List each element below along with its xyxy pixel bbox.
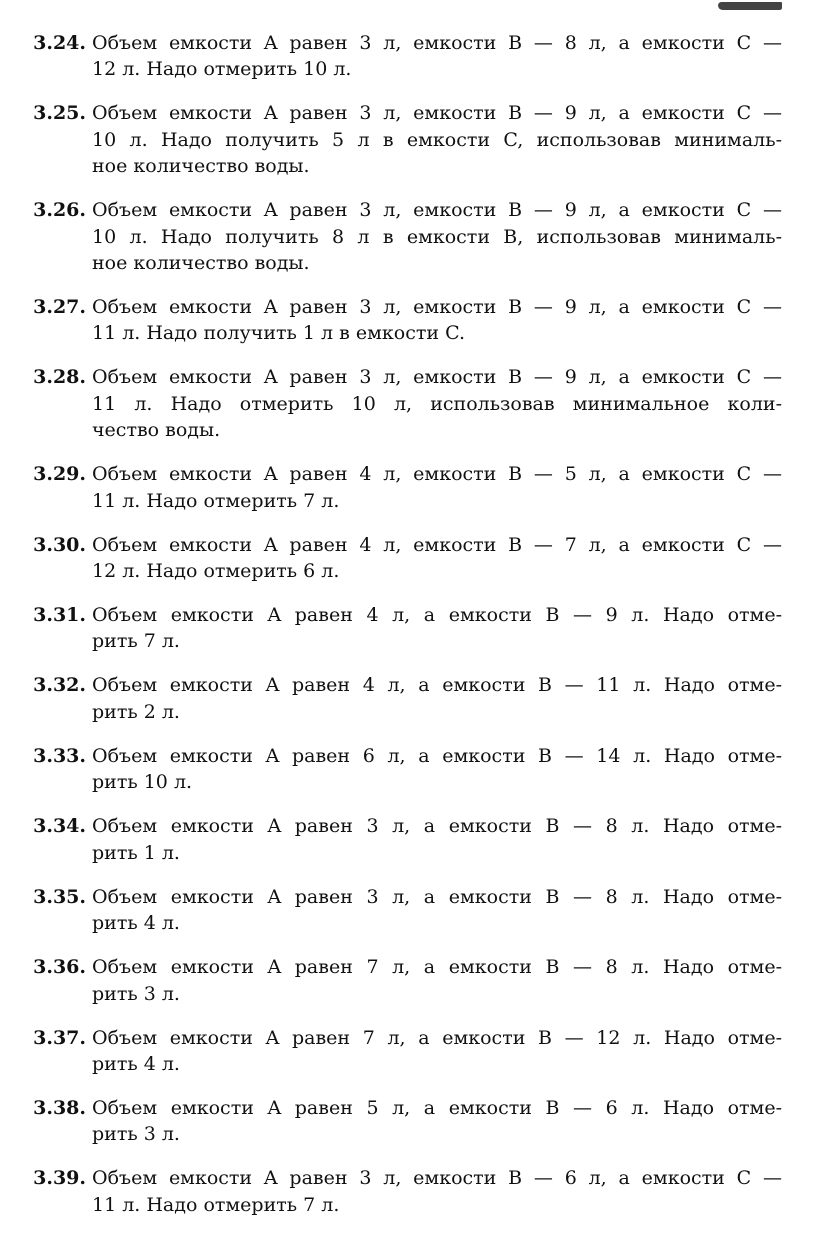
- page-edge-smudge: [718, 2, 782, 10]
- problem-text: [92, 364, 782, 443]
- problem-text: [92, 602, 782, 655]
- problem-line: Объем емкости A равен 4 л, а емкости B — 9 л. Надо отме-: [92, 604, 782, 627]
- problem-3-34: [32, 813, 782, 866]
- problem-line: 11 л. Надо отмерить 7 л.: [92, 489, 340, 512]
- problem-line: Объем емкости A равен 5 л, а емкости B — 6 л. Надо отме-: [92, 1096, 782, 1119]
- problem-number: 3.28.: [33, 366, 86, 389]
- problem-3-35: [32, 884, 782, 937]
- problem-number: 3.24.: [33, 32, 86, 54]
- problem-3-29: [32, 461, 782, 514]
- problem-3-36: [32, 954, 782, 1007]
- problem-3-30: [32, 532, 782, 585]
- problem-text: [92, 884, 782, 937]
- problem-line: Объем емкости A равен 3 л, емкости B — 9 л, а емкости C —: [92, 296, 782, 319]
- problem-number: 3.27.: [33, 296, 86, 319]
- problem-line: рить 1 л.: [92, 841, 180, 864]
- problem-number: 3.37.: [33, 1026, 86, 1049]
- problem-3-28: [32, 364, 782, 443]
- problem-3-24: [32, 30, 782, 83]
- problem-line: рить 4 л.: [92, 912, 180, 935]
- problem-line: Объем емкости A равен 7 л, а емкости B — 12 л. Надо отме-: [92, 1026, 782, 1049]
- problem-line: рить 4 л.: [92, 1052, 180, 1075]
- problem-line: Объем емкости A равен 3 л, емкости B — 9 л, а емкости C —: [92, 199, 782, 222]
- problem-number: 3.39.: [33, 1167, 86, 1190]
- problem-line: 11 л. Надо получить 1 л в емкости C.: [92, 322, 465, 345]
- problem-line: Объем емкости A равен 3 л, емкости B — 9 л, а емкости C —: [92, 366, 782, 389]
- problem-line: рить 7 л.: [92, 630, 180, 653]
- problem-number: 3.30.: [33, 533, 86, 556]
- problem-line: Объем емкости A равен 3 л, емкости B — 6 л, а емкости C —: [92, 1167, 782, 1190]
- problem-text: [92, 743, 782, 796]
- problem-line: чество воды.: [92, 419, 221, 442]
- problem-3-37: [32, 1025, 782, 1078]
- problem-3-31: [32, 602, 782, 655]
- problem-line: Объем емкости A равен 4 л, а емкости B — 11 л. Надо отме-: [92, 674, 782, 697]
- problem-text: [92, 461, 782, 514]
- problem-line: рить 10 л.: [92, 771, 193, 794]
- problem-line: Объем емкости A равен 3 л, емкости B — 9 л, а емкости C —: [92, 102, 782, 125]
- problem-line: 12 л. Надо отмерить 6 л.: [92, 560, 340, 583]
- problem-3-33: [32, 743, 782, 796]
- problem-list: [32, 30, 782, 1236]
- problem-number: 3.38.: [33, 1096, 86, 1119]
- problem-text: [92, 197, 782, 276]
- problem-line: рить 3 л.: [92, 982, 180, 1005]
- problem-line: 10 л. Надо получить 8 л в емкости B, использовав минималь-: [92, 225, 782, 248]
- problem-number: 3.35.: [33, 885, 86, 908]
- problem-text: [92, 1165, 782, 1218]
- problem-text: [92, 100, 782, 179]
- problem-text: [92, 954, 782, 1007]
- problem-line: 10 л. Надо получить 5 л в емкости C, использовав минималь-: [92, 128, 782, 151]
- problem-text: [92, 813, 782, 866]
- problem-line: рить 3 л.: [92, 1123, 180, 1146]
- problem-line: Объем емкости A равен 4 л, емкости B — 7 л, а емкости C —: [92, 533, 782, 556]
- problem-3-32: [32, 672, 782, 725]
- problem-line: Объем емкости A равен 7 л, а емкости B — 8 л. Надо отме-: [92, 956, 782, 979]
- problem-3-38: [32, 1095, 782, 1148]
- problem-text: [92, 294, 782, 347]
- problem-line: Объем емкости A равен 3 л, а емкости B — 8 л. Надо отме-: [92, 885, 782, 908]
- problem-text: [92, 672, 782, 725]
- problem-number: 3.31.: [33, 604, 86, 627]
- problem-3-27: [32, 294, 782, 347]
- problem-line: 11 л. Надо отмерить 10 л, использовав минимальное коли-: [92, 392, 782, 415]
- problem-line: Объем емкости A равен 4 л, емкости B — 5 л, а емкости C —: [92, 463, 782, 486]
- problem-line: Объем емкости A равен 6 л, а емкости B — 14 л. Надо отме-: [92, 744, 782, 767]
- problem-number: 3.34.: [33, 815, 86, 838]
- problem-line: 12 л. Надо отмерить 10 л.: [92, 58, 352, 81]
- problem-number: 3.36.: [33, 956, 86, 979]
- problem-3-25: [32, 100, 782, 179]
- problem-3-39: [32, 1165, 782, 1218]
- problem-text: [92, 1095, 782, 1148]
- problem-text: [92, 30, 782, 83]
- problem-number: 3.32.: [33, 674, 86, 697]
- problem-number: 3.25.: [33, 102, 86, 125]
- problem-line: 11 л. Надо отмерить 7 л.: [92, 1193, 340, 1216]
- problem-number: 3.26.: [33, 199, 86, 222]
- problem-line: ное количество воды.: [92, 252, 310, 275]
- problem-line: ное количество воды.: [92, 155, 310, 178]
- problem-number: 3.29.: [33, 463, 86, 486]
- problem-number: 3.33.: [33, 744, 86, 767]
- problem-3-26: [32, 197, 782, 276]
- problem-line: Объем емкости A равен 3 л, емкости B — 8 л, а емкости C —: [92, 32, 782, 54]
- problem-line: рить 2 л.: [92, 700, 180, 723]
- problem-text: [92, 1025, 782, 1078]
- problem-text: [92, 532, 782, 585]
- problem-line: Объем емкости A равен 3 л, а емкости B — 8 л. Надо отме-: [92, 815, 782, 838]
